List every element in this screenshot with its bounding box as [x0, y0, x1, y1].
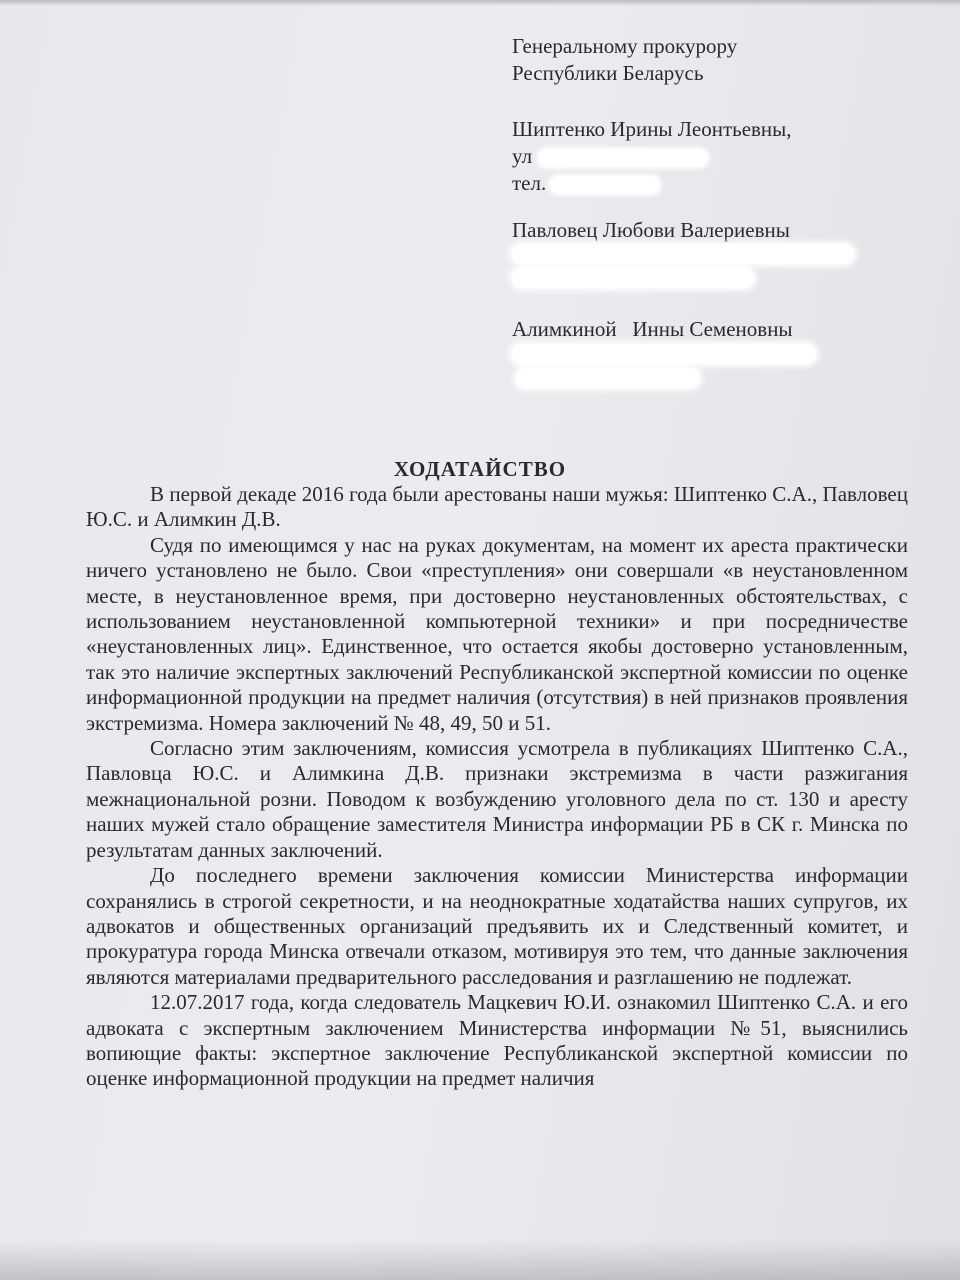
page-bottom-shadow	[0, 1240, 960, 1280]
addressee-block	[512, 33, 737, 87]
redaction-mark	[512, 268, 754, 288]
applicant-1-phone-prefix: тел.	[512, 171, 547, 195]
applicant-1-address	[512, 143, 792, 170]
applicant-3	[512, 316, 793, 343]
paragraph-5: 12.07.2017 года, когда следователь Мацкевич Ю.И. ознакомил Шиптенко С.А. и его адвоката с экспертным заключением Министерства информации №51, выяснились вопиющие факты: экспертное заключение Республиканской экспертной комиссии по оценке информационной продукции на предмет наличия	[86, 990, 908, 1091]
applicant-2	[512, 217, 790, 244]
addressee-line-2: Республики Беларусь	[512, 61, 704, 85]
applicant-1	[512, 116, 792, 197]
paragraph-1: В первой декаде 2016 года были арестованы наши мужья: Шиптенко С.А., Павловец Ю.С. и Алимкин Д.В.	[86, 482, 908, 532]
applicant-1-address-prefix: ул	[512, 144, 533, 168]
applicant-2-name: Павловец Любови Валериевны	[512, 218, 790, 242]
redaction-mark	[538, 149, 708, 167]
paragraph-4: До последнего времени заключения комиссии Министерства информации сохранялись в строгой секретности, и на неоднократные ходатайства наших супругов, их адвокатов и общественных организаций предъявить их и Следственный комитет, и прокуратура города Минска отвечали отказом, мотивируя это тем, что данные заключения являются материалами предварительного расследования и разглашению не подлежат.	[86, 863, 908, 989]
document-body	[86, 482, 908, 1092]
applicant-3-name: Алимкиной Инны Семеновны	[512, 317, 793, 341]
redaction-mark	[512, 344, 816, 364]
paragraph-3: Согласно этим заключениям, комиссия усмотрела в публикациях Шиптенко С.А., Павловца Ю.С. и Алимкина Д.В. признаки экстремизма в части разжигания межнациональной розни. Поводом к возбуждению уголовного дела по ст. 130 и аресту наших мужей стало обращение заместителя Министра информации РБ в СК г. Минска по результатам данных заключений.	[86, 736, 908, 862]
paragraph-2: Судя по имеющимся у нас на руках документам, на момент их ареста практически ничего установлено не было. Свои «преступления» они совершали «в неустановленном месте, в неустановленное время, при достоверно неустановленных обстоятельствах, с использованием неустановленной компьютерной техники» и при посредничестве «неустановленных лиц». Единственное, что остается якобы достоверно установленным, так это наличие экспертных заключений Республиканской экспертной комиссии по оценке информационной продукции на предмет наличия (отсутствия) в ней признаков проявления экстремизма. Номера заключений № 48, 49, 50 и 51.	[86, 532, 908, 735]
applicant-1-phone	[512, 170, 792, 197]
document-title: ХОДАТАЙСТВО	[393, 457, 567, 481]
addressee-line-1: Генеральному прокурору	[512, 34, 738, 58]
applicant-1-name: Шиптенко Ирины Леонтьевны,	[512, 117, 792, 141]
redaction-mark	[512, 244, 854, 264]
redaction-mark	[516, 368, 700, 388]
redaction-mark	[550, 176, 660, 194]
page-top-shadow	[0, 0, 960, 6]
